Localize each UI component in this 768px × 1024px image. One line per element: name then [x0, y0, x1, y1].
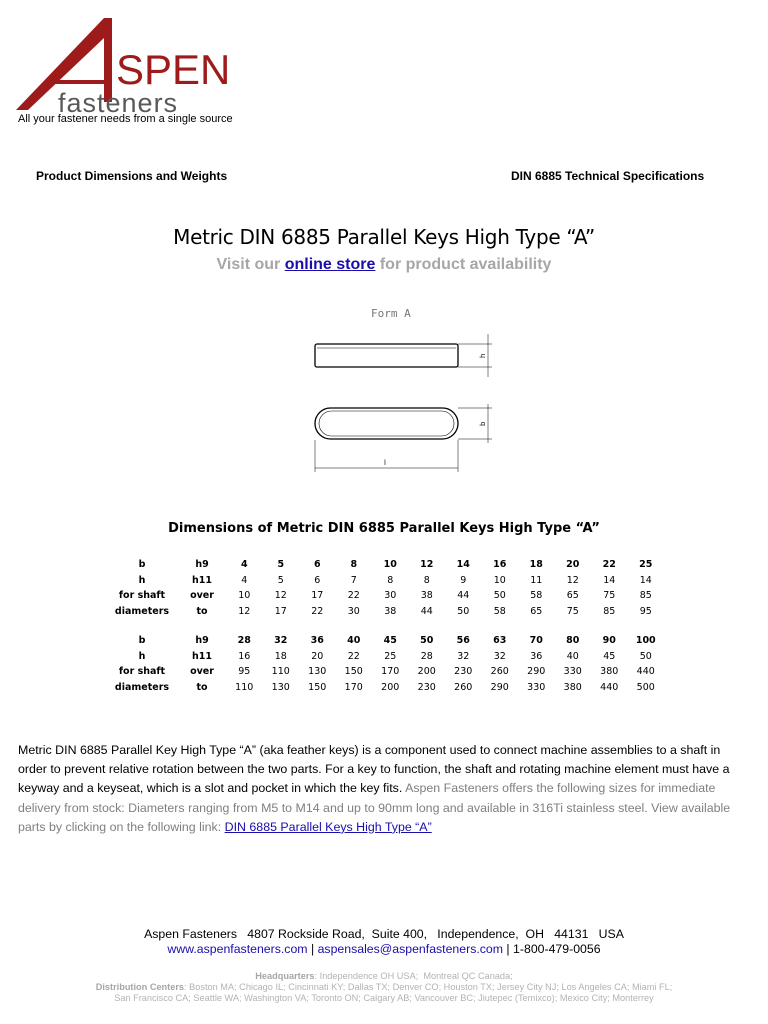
table-cell: 63	[493, 635, 507, 647]
table-cell: 170	[381, 666, 400, 678]
table-cell: 20	[566, 559, 580, 571]
table-cell: 30	[384, 590, 397, 602]
table-cell: 440	[600, 681, 619, 693]
table-cell: 50	[420, 635, 434, 647]
table-cell: 260	[490, 666, 509, 678]
tolerance-label: h9	[195, 559, 209, 571]
tolerance-label: to	[196, 605, 208, 617]
table-cell: 22	[311, 605, 324, 617]
table-cell: 50	[457, 605, 470, 617]
row-label: h	[138, 650, 146, 662]
table-cell: 90	[602, 635, 616, 647]
table-cell: 14	[603, 574, 616, 586]
website-link[interactable]: www.aspenfasteners.com	[167, 942, 308, 956]
nav-product-dimensions[interactable]: Product Dimensions and Weights	[36, 169, 228, 183]
table-cell: 50	[639, 650, 652, 662]
table-cell: 80	[566, 635, 580, 647]
table-cell: 22	[347, 590, 360, 602]
table-cell: 20	[311, 650, 324, 662]
table-cell: 32	[274, 635, 288, 647]
tolerance-label: over	[190, 590, 214, 602]
table-cell: 70	[529, 635, 543, 647]
phone-number: | 1-800-479-0056	[503, 942, 601, 956]
email-link[interactable]: aspensales@aspenfasteners.com	[317, 942, 504, 956]
row-label: diameters	[114, 681, 170, 693]
nav-technical-specs[interactable]: DIN 6885 Technical Specifications	[511, 169, 705, 183]
table-row	[106, 680, 664, 696]
footer-contact	[0, 942, 768, 956]
dim-b-label: b	[479, 421, 487, 426]
page-title: Metric DIN 6885 Parallel Keys High Type “A”	[173, 225, 595, 249]
table-cell: 44	[420, 605, 433, 617]
table-cell: 150	[344, 666, 363, 678]
tolerance-label: over	[190, 666, 214, 678]
table-cell: 380	[600, 666, 619, 678]
table-cell: 40	[566, 650, 579, 662]
table-cell: 330	[563, 666, 582, 678]
dim-h-label: h	[479, 353, 487, 358]
hq-label: Headquarters	[255, 971, 315, 981]
table-cell: 100	[635, 635, 656, 647]
distribution-centers-line-2: San Francisco CA; Seattle WA; Washington VA; Toronto ON; Calgary AB; Vancouver BC; Jiutepec (Temixco); Mexico City; Monterrey	[114, 993, 654, 1003]
table-title: Dimensions of Metric DIN 6885 Parallel Keys High Type “A”	[168, 521, 600, 536]
table-cell: 14	[456, 559, 470, 571]
table-cell: 200	[381, 681, 400, 693]
table-row	[106, 633, 664, 649]
table-cell: 5	[277, 559, 285, 571]
row-label: for shaft	[118, 666, 166, 678]
table-cell: 38	[384, 605, 397, 617]
table-cell: 500	[636, 681, 655, 693]
visit-suffix: for product availability	[375, 256, 552, 273]
table-cell: 6	[313, 559, 321, 571]
table-cell: 230	[454, 666, 473, 678]
logo-word-spen: SPEN	[116, 46, 231, 93]
table-cell: 95	[639, 605, 652, 617]
din-6885-link[interactable]: DIN 6885 Parallel Keys High Type “A”	[224, 819, 432, 834]
table-cell: 30	[347, 605, 360, 617]
table-cell: 25	[384, 650, 397, 662]
row-label: h	[138, 574, 146, 586]
table-cell: 25	[639, 559, 653, 571]
dimensions-table-1	[106, 557, 664, 619]
online-store-link[interactable]: online store	[284, 256, 376, 273]
visit-store-line	[0, 256, 768, 274]
table-row	[106, 604, 664, 620]
table-cell: 38	[420, 590, 433, 602]
tolerance-label: h11	[192, 574, 212, 586]
table-cell: 11	[530, 574, 543, 586]
tolerance-label: h9	[195, 635, 209, 647]
table-cell: 230	[417, 681, 436, 693]
table-cell: 12	[274, 590, 287, 602]
table-cell: 75	[566, 605, 579, 617]
table-cell: 7	[350, 574, 357, 586]
table-cell: 32	[457, 650, 470, 662]
table-cell: 28	[420, 650, 433, 662]
table-cell: 8	[350, 559, 358, 571]
table-cell: 260	[454, 681, 473, 693]
form-a-label: Form A	[371, 307, 411, 320]
tagline: All your fastener needs from a single source	[18, 113, 233, 125]
description-stock-info: Aspen Fasteners offers the following sizes for immediate delivery from stock: Diameters ranging from M5 to M14 and up to 90mm long and available in 316Ti stainless steel. View available parts by clicking on the following link:	[18, 781, 731, 834]
dim-l-label: l	[384, 459, 386, 467]
table-cell: 110	[271, 666, 290, 678]
table-cell: 12	[420, 559, 434, 571]
visit-prefix: Visit our	[216, 256, 285, 273]
description-paragraph	[18, 741, 748, 837]
hq-text: : Independence OH USA; Montreal QC Canada;	[314, 971, 513, 981]
table-cell: 10	[383, 559, 397, 571]
row-label: for shaft	[118, 590, 166, 602]
table-cell: 12	[238, 605, 251, 617]
dist-text: : Boston MA; Chicago IL; Cincinnati KY; Dallas TX; Denver CO; Houston TX; Jersey City NJ; Los Angeles CA; Miami FL;	[184, 982, 673, 992]
table-row	[106, 664, 664, 680]
table-cell: 18	[274, 650, 287, 662]
table-row	[106, 588, 664, 604]
row-label: diameters	[114, 605, 170, 617]
headquarters-line	[0, 971, 768, 981]
table-cell: 170	[344, 681, 363, 693]
logo-word-fasteners: fasteners	[58, 88, 179, 116]
table-cell: 12	[566, 574, 579, 586]
table-cell: 18	[529, 559, 543, 571]
description-intro: Metric DIN 6885 Parallel Key High Type “A” (aka feather keys) is a component used to connect machine assemblies to a shaft in order to prevent relative rotation between the two parts. For a key to function, the shaft and rotating machine element must have a keyway and a keyseat, which is a slot and pocket in which the key fits.	[18, 743, 730, 796]
table-cell: 130	[271, 681, 290, 693]
table-cell: 95	[238, 666, 251, 678]
table-cell: 5	[277, 574, 284, 586]
row-label: b	[138, 559, 146, 571]
table-cell: 58	[493, 605, 506, 617]
table-cell: 50	[493, 590, 506, 602]
table-cell: 9	[460, 574, 467, 586]
table-cell: 290	[527, 666, 546, 678]
table-cell: 36	[310, 635, 324, 647]
aspen-fasteners-logo[interactable]	[14, 14, 244, 116]
table-cell: 8	[423, 574, 430, 586]
table-cell: 65	[530, 605, 543, 617]
table-cell: 150	[308, 681, 327, 693]
table-cell: 28	[237, 635, 251, 647]
logo-a-crossbar	[54, 80, 110, 84]
table-cell: 14	[639, 574, 652, 586]
table-row	[106, 557, 664, 573]
table-cell: 85	[639, 590, 652, 602]
table-row	[106, 649, 664, 665]
table-cell: 200	[417, 666, 436, 678]
table-cell: 17	[274, 605, 287, 617]
table-cell: 22	[602, 559, 616, 571]
table-cell: 10	[238, 590, 251, 602]
table-cell: 380	[563, 681, 582, 693]
table-cell: 10	[493, 574, 506, 586]
table-cell: 36	[530, 650, 543, 662]
table-cell: 45	[603, 650, 616, 662]
table-cell: 290	[490, 681, 509, 693]
parallel-key-drawing	[300, 300, 500, 480]
table-cell: 17	[311, 590, 324, 602]
table-cell: 16	[238, 650, 251, 662]
table-cell: 8	[387, 574, 394, 586]
table-cell: 130	[308, 666, 327, 678]
dimensions-table-2	[106, 633, 664, 695]
table-cell: 65	[566, 590, 579, 602]
table-cell: 440	[636, 666, 655, 678]
table-row	[106, 573, 664, 589]
table-cell: 16	[493, 559, 507, 571]
tolerance-label: to	[196, 681, 208, 693]
table-cell: 85	[603, 605, 616, 617]
distribution-centers-line	[0, 982, 768, 992]
table-cell: 4	[241, 574, 248, 586]
table-cell: 44	[457, 590, 470, 602]
footer-separator: |	[307, 942, 318, 956]
key-side-view	[315, 344, 458, 367]
table-cell: 58	[530, 590, 543, 602]
table-cell: 330	[527, 681, 546, 693]
dist-label: Distribution Centers	[95, 982, 185, 992]
tolerance-label: h11	[192, 650, 212, 662]
table-cell: 75	[603, 590, 616, 602]
table-cell: 4	[240, 559, 248, 571]
key-top-view	[315, 408, 458, 439]
table-cell: 110	[235, 681, 254, 693]
table-cell: 32	[493, 650, 506, 662]
table-cell: 40	[347, 635, 361, 647]
row-label: b	[138, 635, 146, 647]
footer-address: Aspen Fasteners 4807 Rockside Road, Suite 400, Independence, OH 44131 USA	[144, 927, 624, 941]
table-cell: 22	[347, 650, 360, 662]
table-cell: 45	[383, 635, 397, 647]
table-cell: 6	[314, 574, 321, 586]
table-cell: 56	[456, 635, 470, 647]
